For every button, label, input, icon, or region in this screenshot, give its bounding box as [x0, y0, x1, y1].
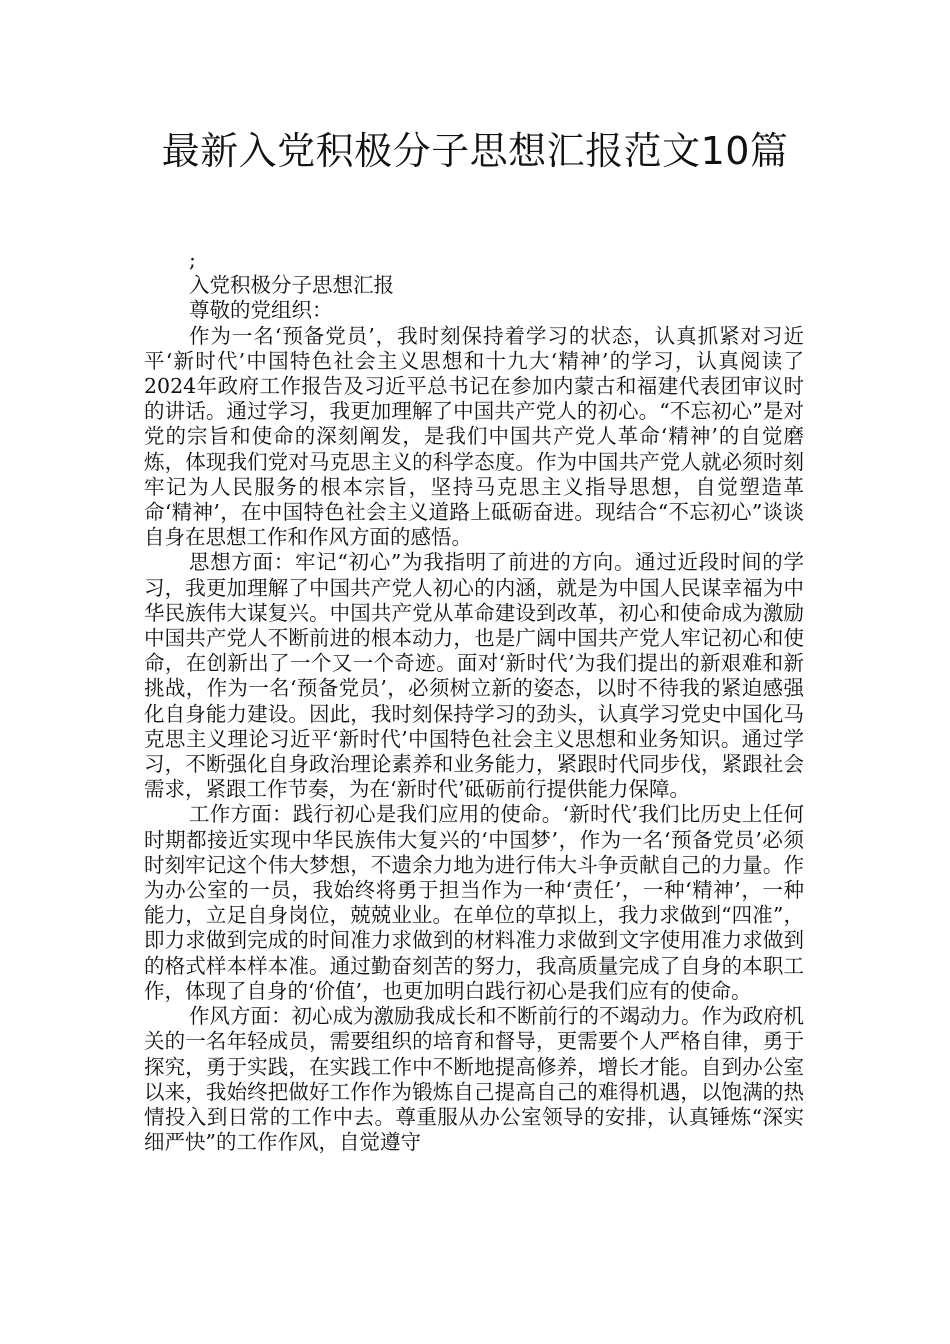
section-heading: 入党积极分子思想汇报: [189, 273, 394, 298]
paragraph-work: 工作方面：践行初心是我们应用的使命。‘新时代’我们比历史上任何时期都接近实现中华民族伟大复兴的‘中国梦’，作为一名‘预备党员’必须时刻牢记这个伟大梦想，不遗余力地为进行伟大斗争贡献自己的力量。作为办公室的一员，我始终将勇于担当作为一种‘责任’，一种‘精神’，一种能力，立足自身岗位，兢兢业业。在单位的草拟上，我力求做到“四准”，即力求做到完成的时间准力求做到的材料准力求做到文字使用准力求做到的格式样本样本准。通过勤奋刻苦的努力，我高质量完成了自身的本职工作，体现了自身的‘价值’，也更加明白践行初心是我们应有的使命。: [144, 802, 804, 1003]
document-body: [144, 248, 804, 1155]
salutation: 尊敬的党组织：: [189, 298, 333, 323]
paragraph-style: 作风方面：初心成为激励我成长和不断前行的不竭动力。作为政府机关的一名年轻成员，需要组织的培育和督导，更需要个人严格自律，勇于探究，勇于实践，在实践工作中不断地提高修养，增长才能。自到办公室以来，我始终把做好工作作为锻炼自己提高自己的难得机遇，以饱满的热情投入到日常的工作中去。尊重服从办公室领导的安排，认真锤炼“深实细严快”的工作作风，自觉遵守: [144, 1004, 804, 1155]
paragraph-thought: 思想方面：牢记“初心”为我指明了前进的方向。通过近段时间的学习，我更加理解了中国共产党人初心的内涵，就是为中国人民谋幸福为中华民族伟大谋复兴。中国共产党从革命建设到改革，初心和使命成为激励中国共产党人不断前进的根本动力，也是广阔中国共产党人牢记初心和使命，在创新出了一个又一个奇迹。面对‘新时代’为我们提出的新艰难和新挑战，作为一名‘预备党员’，必须树立新的姿态，以时不待我的紧迫感强化自身能力建设。因此，我时刻保持学习的劲头，认真学习党史中国化马克思主义理论习近平‘新时代’中国特色社会主义思想和业务知识。通过学习，不断强化自身政治理论素养和业务能力，紧跟时代同步伐，紧跟社会需求，紧跟工作节奏，为在‘新时代’砥砺前行提供能力保障。: [144, 550, 804, 802]
document-title: 最新入党积极分子思想汇报范文10篇: [161, 129, 789, 173]
paragraph-intro: 作为一名‘预备党员’，我时刻保持着学习的状态，认真抓紧对习近平‘新时代’中国特色社会主义思想和十九大‘精神’的学习，认真阅读了2024年政府工作报告及习近平总书记在参加内蒙古和福建代表团审议时的讲话。通过学习，我更加理解了中国共产党人的初心。“不忘初心”是对党的宗旨和使命的深刻阐发，是我们中国共产党人革命‘精神’的自觉磨炼，体现我们党对马克思主义的科学态度。作为中国共产党人就必须时刻牢记为人民服务的根本宗旨，坚持马克思主义指导思想，自觉塑造革命‘精神’，在中国特色社会主义道路上砥砺奋进。现结合“不忘初心”谈谈自身在思想工作和作风方面的感悟。: [144, 323, 804, 550]
separator-line: ;: [189, 248, 196, 272]
